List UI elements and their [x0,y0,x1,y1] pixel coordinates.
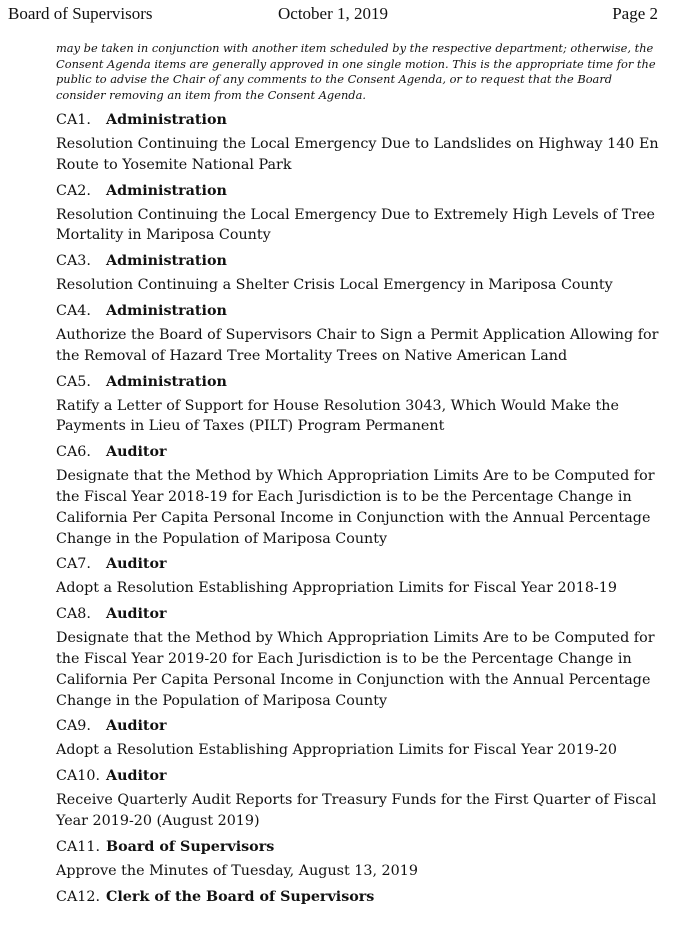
agenda-item-department: Auditor [106,768,167,785]
agenda-item-description: Resolution Continuing the Local Emergency Due to Landslides on Highway 140 En Route to Yosemite National Park [56,136,659,173]
agenda-item-heading [56,837,666,858]
agenda-item-description: Resolution Continuing the Local Emergency Due to Extremely High Levels of Tree Mortality in Mariposa County [56,206,655,244]
agenda-item-department: Administration [106,373,227,390]
agenda-item-number: CA11. [56,838,101,855]
agenda-item-heading [56,372,666,393]
agenda-item-ca12 [56,887,666,908]
agenda-item-number: CA3. [56,253,91,270]
agenda-item-department: Auditor [106,444,167,461]
agenda-item-department: Auditor [106,718,167,735]
agenda-item-ca11 [56,837,666,882]
agenda-item-description: Adopt a Resolution Establishing Appropriation Limits for Fiscal Year 2019-20 [56,742,617,759]
agenda-item-number: CA9. [56,718,91,735]
agenda-item-department: Board of Supervisors [106,838,275,855]
agenda-item-ca2 [56,181,666,247]
agenda-item-department: Administration [106,302,227,319]
agenda-item-number: CA6. [56,444,91,461]
agenda-item-ca3 [56,251,666,296]
agenda-item-department: Administration [106,112,227,128]
agenda-item-ca1 [56,110,666,176]
agenda-item-description: Ratify a Letter of Support for House Resolution 3043, Which Would Make the Payments in Lieu of Taxes (PILT) Program Permanent [56,397,619,435]
agenda-item-heading [56,251,666,272]
agenda-item-heading [56,766,666,787]
agenda-item-number: CA5. [56,373,91,390]
agenda-item-ca8 [56,604,666,711]
agenda-item-ca10 [56,766,666,832]
agenda-item-heading [56,442,666,463]
agenda-item-heading [56,716,666,737]
agenda-item-department: Clerk of the Board of Supervisors [106,888,375,905]
header-date: October 1, 2019 [278,4,389,23]
agenda-item-heading [56,554,666,575]
agenda-item-number: CA1. [56,112,91,128]
agenda-item-description: Designate that the Method by Which Appropriation Limits Are to be Computed for the Fiscal Year 2019-20 for Each Jurisdiction is to be the Percentage Change in California Per Capita Personal Income in Conjunction with the Annual Percentage Change in the Population of Mariposa County [56,630,655,709]
agenda-item-heading [56,604,666,625]
header-board-name: Board of Supervisors [8,4,153,23]
header-page-number: Page 2 [612,4,658,23]
agenda-item-number: CA10. [56,768,101,785]
agenda-item-heading [56,181,666,202]
agenda-item-description: Resolution Continuing a Shelter Crisis Local Emergency in Mariposa County [56,277,613,294]
agenda-item-department: Auditor [106,606,167,623]
agenda-item-ca6 [56,442,666,549]
agenda-item-number: CA4. [56,302,91,319]
agenda-item-number: CA7. [56,556,91,573]
agenda-item-ca5 [56,372,666,438]
agenda-item-description: Designate that the Method by Which Appropriation Limits Are to be Computed for the Fiscal Year 2018-19 for Each Jurisdiction is to be the Percentage Change in California Per Capita Personal Income in Conjunction with the Annual Percentage Change in the Population of Mariposa County [56,468,655,547]
agenda-item-department: Auditor [106,556,167,573]
agenda-item-description: Authorize the Board of Supervisors Chair to Sign a Permit Application Allowing for the Removal of Hazard Tree Mortality Trees on Native American Land [56,326,659,364]
agenda-item-description: Approve the Minutes of Tuesday, August 13, 2019 [56,862,418,879]
agenda-item-number: CA2. [56,182,91,199]
agenda-item-description: Receive Quarterly Audit Reports for Treasury Funds for the First Quarter of Fiscal Year 2019-20 (August 2019) [56,792,657,829]
consent-agenda-intro: may be taken in conjunction with another item scheduled by the respective department; otherwise, the Consent Agenda items are generally approved in one single motion. This is the appropriate time for the public to advise the Chair of any comments to the Consent Agenda, or to request that the Board consider removing an item from the Consent Agenda. [56,41,656,102]
agenda-item-department: Administration [106,253,227,270]
agenda-item-department: Administration [106,182,227,199]
agenda-item-ca9 [56,716,666,761]
agenda-item-heading [56,110,666,131]
consent-agenda-list [56,110,666,913]
agenda-item-ca4 [56,301,666,367]
agenda-item-heading [56,887,666,908]
page-header [8,4,658,26]
agenda-item-description: Adopt a Resolution Establishing Appropriation Limits for Fiscal Year 2018-19 [56,580,617,597]
agenda-item-ca7 [56,554,666,599]
agenda-item-heading [56,301,666,322]
agenda-item-number: CA12. [56,888,101,905]
agenda-item-number: CA8. [56,606,91,623]
